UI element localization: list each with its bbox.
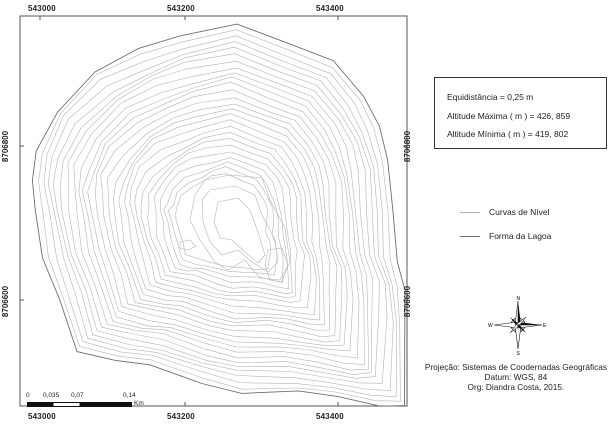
- coord-top-3: 543400: [316, 4, 344, 13]
- legend-swatch-contours: [460, 212, 480, 213]
- coord-top-1: 543000: [28, 4, 56, 13]
- datum-text: Datum: WGS, 84: [484, 372, 548, 382]
- map-credits: [425, 362, 607, 392]
- legend-swatch-lagoon: [460, 236, 480, 237]
- contour-line: [180, 240, 196, 250]
- contour-line: [202, 186, 278, 272]
- contour-lines: [32, 24, 405, 406]
- coord-top-2: 543200: [167, 4, 195, 13]
- coord-right-1: 8706800: [403, 130, 413, 163]
- coord-bottom-2: 543200: [167, 412, 195, 421]
- equidistance-text: Equidistância = 0,25 m: [447, 92, 534, 102]
- compass-e: E: [543, 323, 547, 329]
- contour-line: [141, 138, 305, 302]
- projection-text: Projeção: Sistemas de Coodernadas Geográficas: [424, 362, 607, 372]
- compass-n: N: [516, 296, 521, 302]
- coord-bottom-3: 543400: [316, 412, 344, 421]
- coord-left-2: 8706600: [1, 285, 11, 318]
- contour-line: [135, 132, 311, 307]
- scale-tick-0: 0: [26, 392, 30, 399]
- compass-w: W: [488, 323, 493, 329]
- contour-line: [95, 90, 347, 346]
- org-text: Org: Diandra Costa, 2015.: [467, 382, 565, 392]
- coord-right-2: 8706600: [403, 285, 413, 318]
- legend-label-lagoon: Forma da Lagoa: [489, 231, 552, 241]
- scale-tick-1: 0,035: [43, 392, 60, 399]
- altitude-min-text: Altitude Mínima ( m ) = 419, 802: [447, 129, 569, 139]
- contour-line: [82, 77, 359, 358]
- contour-line: [168, 167, 277, 275]
- lagoon-outline: [32, 24, 405, 406]
- contour-line: [39, 30, 401, 402]
- altitude-max-text: Altitude Máxima ( m ) = 426, 859: [447, 111, 571, 121]
- coord-bottom-1: 543000: [28, 412, 56, 421]
- contour-line: [154, 152, 292, 294]
- north-arrow-icon: [488, 295, 548, 355]
- compass-s: S: [516, 351, 520, 355]
- contour-line: [214, 198, 265, 263]
- scale-tick-3: 0,14: [123, 392, 136, 399]
- contour-line: [125, 120, 320, 320]
- contour-line: [113, 109, 330, 331]
- coord-left-1: 8706800: [1, 130, 11, 163]
- legend-label-contours: Curvas de Nível: [489, 207, 550, 217]
- scale-unit: Km: [134, 400, 144, 407]
- contour-line: [161, 158, 289, 289]
- info-box: [434, 77, 607, 149]
- scale-tick-2: 0,07: [71, 392, 84, 399]
- contour-line: [60, 54, 379, 379]
- contour-line: [107, 104, 337, 337]
- contour-line: [119, 114, 325, 325]
- scale-bar-graphic: [27, 401, 137, 409]
- contour-line: [101, 98, 342, 342]
